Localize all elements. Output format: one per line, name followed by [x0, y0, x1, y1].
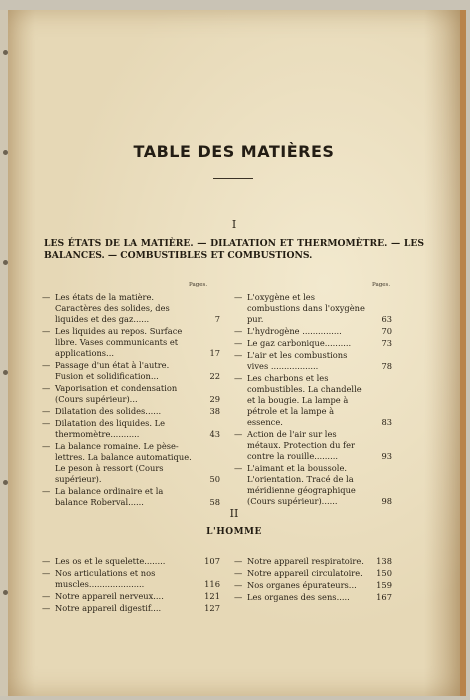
toc-entry-text: L'oxygène et les combustions dans l'oxygène pur. — [247, 292, 365, 324]
toc-entry-text: Passage d'un état à l'autre. Fusion et solidification... — [55, 360, 170, 381]
toc-entry-page: 43 — [209, 429, 220, 439]
toc-entry-page: 83 — [381, 417, 392, 427]
pages-label-right: Pages. — [372, 282, 391, 288]
toc-entry — [42, 603, 220, 614]
entry-dash: — — [42, 603, 51, 613]
entry-dash: — — [234, 326, 243, 336]
toc-entry-page: 22 — [209, 371, 220, 381]
toc-entry-text: Les états de la matière. Caractères des solides, des liquides et des gaz...... — [55, 292, 170, 324]
toc-entry-page: 78 — [381, 361, 392, 371]
toc-entry — [234, 463, 392, 507]
toc-entry — [234, 556, 392, 567]
entry-dash: — — [42, 360, 51, 370]
entry-dash: — — [42, 441, 51, 451]
toc-entry-text: Les organes des sens..... — [247, 592, 350, 602]
toc-entry-text: Dilatation des solides...... — [55, 406, 162, 416]
toc-entry-text: Action de l'air sur les métaux. Protection du fer contre la rouille......... — [247, 429, 355, 461]
entry-dash: — — [42, 406, 51, 416]
section-2-numeral: II — [229, 507, 239, 520]
toc-entry-text: Dilatation des liquides. Le thermomètre........... — [55, 418, 166, 439]
title-rule — [213, 178, 253, 179]
entry-dash: — — [234, 580, 243, 590]
toc-entry-text: Les liquides au repos. Surface libre. Vases communicants et applications... — [55, 326, 183, 358]
toc-entry-page: 73 — [381, 338, 392, 348]
pages-label-left: Pages. — [189, 282, 208, 288]
toc-entry-text: L'aimant et la boussole. L'orientation. Tracé de la méridienne géographique (Cours supérieur)...... — [247, 463, 356, 506]
toc-entry — [42, 418, 220, 440]
toc-entry-text: La balance romaine. Le pèse-lettres. La balance automatique. Le peson à ressort (Cours supérieur). — [55, 441, 192, 484]
toc-entry — [234, 429, 392, 462]
toc-entry-page: 159 — [376, 580, 392, 590]
toc-entry-page: 70 — [381, 326, 392, 336]
toc-entry — [42, 441, 220, 485]
section-2-right-column — [234, 556, 392, 604]
entry-dash: — — [234, 463, 243, 473]
toc-entry — [234, 373, 392, 428]
entry-dash: — — [42, 383, 51, 393]
toc-entry — [42, 326, 220, 359]
toc-entry-page: 107 — [204, 556, 220, 566]
toc-entry — [42, 292, 220, 325]
page-title: TABLE DES MATIÈRES — [133, 142, 335, 161]
book-page — [8, 10, 466, 696]
entry-dash: — — [42, 556, 51, 566]
section-1-numeral: I — [231, 218, 237, 231]
toc-entry — [234, 326, 392, 337]
toc-entry-page: 17 — [209, 348, 220, 358]
toc-entry-page: 58 — [209, 497, 220, 507]
section-1-left-column — [42, 292, 220, 509]
entry-dash: — — [42, 568, 51, 578]
toc-entry-text: L'hydrogène ............... — [247, 326, 342, 336]
toc-entry-page: 150 — [376, 568, 392, 578]
toc-entry-page: 121 — [204, 591, 220, 601]
toc-entry — [234, 292, 392, 325]
toc-entry — [42, 383, 220, 405]
toc-entry-text: Nos articulations et nos muscles..................... — [55, 568, 156, 589]
toc-entry-text: Vaporisation et condensation (Cours supérieur)... — [55, 383, 178, 404]
entry-dash: — — [234, 292, 243, 302]
entry-dash: — — [234, 373, 243, 383]
toc-entry-page: 7 — [214, 314, 220, 324]
entry-dash: — — [42, 418, 51, 428]
toc-entry-page: 93 — [381, 451, 392, 461]
toc-entry — [42, 568, 220, 590]
toc-entry-page: 138 — [376, 556, 392, 566]
toc-entry-page: 29 — [209, 394, 220, 404]
entry-dash: — — [234, 592, 243, 602]
toc-entry — [234, 350, 392, 372]
entry-dash: — — [234, 350, 243, 360]
toc-entry-text: Notre appareil circulatoire. — [247, 568, 363, 578]
toc-entry-page: 50 — [209, 474, 220, 484]
toc-entry-text: Notre appareil digestif.... — [55, 603, 162, 613]
toc-entry-text: Nos organes épurateurs... — [247, 580, 357, 590]
section-2-subtitle: L'HOMME — [206, 527, 262, 537]
section-1-right-column — [234, 292, 392, 508]
toc-entry — [42, 556, 220, 567]
toc-entry-text: L'air et les combustions vives .................. — [247, 350, 348, 371]
toc-entry-text: Les os et le squelette........ — [55, 556, 166, 566]
toc-entry-page: 116 — [204, 579, 220, 589]
toc-entry — [42, 360, 220, 382]
entry-dash: — — [42, 326, 51, 336]
section-2-left-column — [42, 556, 220, 615]
entry-dash: — — [234, 556, 243, 566]
toc-entry-page: 38 — [209, 406, 220, 416]
toc-entry — [42, 591, 220, 602]
toc-entry — [234, 592, 392, 603]
entry-dash: — — [42, 486, 51, 496]
toc-entry — [234, 580, 392, 591]
toc-entry-page: 127 — [204, 603, 220, 613]
section-1-heading: LES ÉTATS DE LA MATIÈRE. — DILATATION ET THERMOMÈTRE. — LES BALANCES. — COMBUSTIBLES ET COMBUSTIONS. — [44, 238, 424, 261]
toc-entry-text: La balance ordinaire et la balance Roberval...... — [55, 486, 164, 507]
entry-dash: — — [234, 338, 243, 348]
toc-entry-page: 98 — [381, 496, 392, 506]
entry-dash: — — [42, 292, 51, 302]
entry-dash: — — [234, 568, 243, 578]
toc-entry — [234, 338, 392, 349]
toc-entry — [234, 568, 392, 579]
toc-entry-text: Notre appareil nerveux.... — [55, 591, 164, 601]
toc-entry — [42, 486, 220, 508]
toc-entry-text: Notre appareil respiratoire. — [247, 556, 364, 566]
toc-entry-page: 63 — [381, 314, 392, 324]
toc-entry-text: Les charbons et les combustibles. La chandelle et la bougie. La lampe à pétrole et la lampe à essence. — [247, 373, 362, 427]
toc-entry — [42, 406, 220, 417]
toc-entry-page: 167 — [376, 592, 392, 602]
toc-entry-text: Le gaz carbonique.......... — [247, 338, 352, 348]
entry-dash: — — [234, 429, 243, 439]
entry-dash: — — [42, 591, 51, 601]
